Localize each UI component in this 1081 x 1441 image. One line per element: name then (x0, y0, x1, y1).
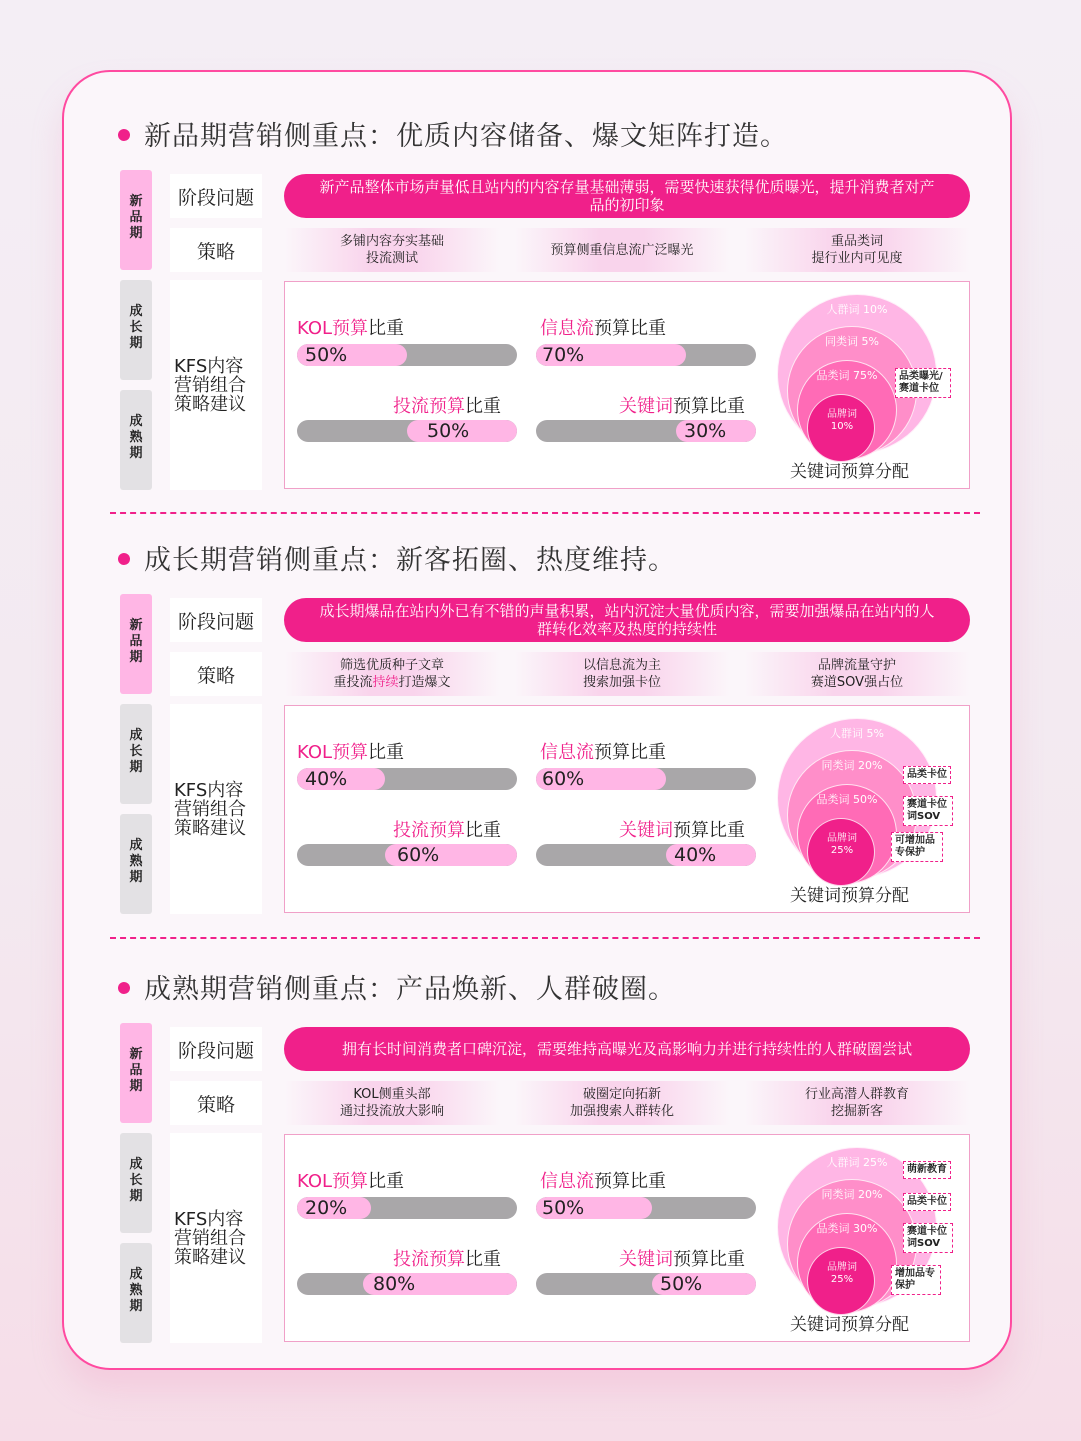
strategy-label: 策略 (170, 1081, 262, 1125)
budget-bar: 60% (297, 844, 517, 866)
problem-text: 新产品整体市场声量低且站内的内容存量基础薄弱，需要快速获得优质曝光，提升消费者对产品的初印象 (284, 174, 970, 218)
stage-mature: 成熟期 (120, 814, 152, 914)
circle-audience: 人群词 25% (777, 1147, 937, 1307)
circle-brand: 品牌词 10% (807, 394, 875, 462)
stage-growth: 成长期 (120, 280, 152, 380)
strategy-item: 行业高潜人群教育 挖掘新客 (744, 1081, 970, 1125)
section-growth (0, 424, 1081, 906)
circle-brand: 品牌词 25% (807, 1247, 875, 1315)
problem-text: 成长期爆品在站内外已有不错的声量积累，站内沉淀大量优质内容，需要加强爆品在站内的人群转化效率及热度的持续性 (284, 598, 970, 642)
circle-category: 品类词 30% (797, 1213, 897, 1313)
strategy-item: 多铺内容夯实基础 投流测试 (284, 228, 500, 272)
keyword-tag: 品类卡位 (903, 1193, 951, 1211)
problem-label: 阶段问题 (170, 1027, 262, 1071)
keyword-tag: 增加品专保护 (891, 1265, 941, 1295)
problem-label: 阶段问题 (170, 598, 262, 642)
budget-bar: 50% (536, 1273, 756, 1295)
strategy-item: 筛选优质种子文章 重投流持续打造爆文 (284, 652, 500, 696)
keyword-caption: 关键词预算分配 (790, 1315, 909, 1335)
budget-bar: 80% (297, 1273, 517, 1295)
problem-label: 阶段问题 (170, 174, 262, 218)
circle-brand: 品牌词 25% (807, 818, 875, 886)
circle-category: 品类词 75% (797, 360, 897, 460)
budget-bar: 50% (297, 344, 517, 366)
stage-new: 新品期 (120, 1023, 152, 1123)
metric-label: 关键词预算比重 (619, 1249, 745, 1270)
stage-growth: 成长期 (120, 704, 152, 804)
keyword-tag: 品类卡位 (903, 766, 951, 784)
circle-similar: 同类词 5% (787, 326, 917, 456)
budget-bar: 50% (297, 420, 517, 442)
bullet-icon (118, 982, 130, 994)
strategy-item: 品牌流量守护 赛道SOV强占位 (744, 652, 970, 696)
strategy-item: 破圈定向拓新 加强搜索人群转化 (514, 1081, 730, 1125)
keyword-caption: 关键词预算分配 (790, 886, 909, 906)
section-new-product (0, 0, 1081, 482)
metric-label: 投流预算比重 (393, 1249, 501, 1270)
keyword-caption: 关键词预算分配 (790, 462, 909, 482)
budget-bar: 30% (536, 420, 756, 442)
budget-panel (284, 1134, 970, 1342)
budget-bar: 60% (536, 768, 756, 790)
metric-label: 信息流预算比重 (540, 318, 666, 339)
budget-bar: 70% (536, 344, 756, 366)
circle-audience: 人群词 5% (777, 718, 937, 878)
circle-similar: 同类词 20% (787, 750, 917, 880)
stage-new: 新品期 (120, 170, 152, 270)
bullet-icon (118, 129, 130, 141)
budget-bar: 40% (536, 844, 756, 866)
strategy-item: 以信息流为主 搜索加强卡位 (514, 652, 730, 696)
metric-label: 信息流预算比重 (540, 1171, 666, 1192)
metric-label: 信息流预算比重 (540, 742, 666, 763)
strategy-item: 重品类词 提行业内可见度 (744, 228, 970, 272)
budget-bar: 50% (536, 1197, 756, 1219)
strategy-label: 策略 (170, 652, 262, 696)
keyword-tag: 赛道卡位词SOV (903, 1223, 953, 1253)
metric-label: 投流预算比重 (393, 396, 501, 417)
strategy-item: 预算侧重信息流广泛曝光 (514, 228, 730, 272)
section-title: 新品期营销侧重点：优质内容储备、爆文矩阵打造。 (118, 114, 788, 153)
circle-audience: 人群词 10% (777, 294, 937, 454)
budget-bar: 40% (297, 768, 517, 790)
metric-label: KOL预算比重 (297, 1171, 405, 1192)
keyword-tag: 萌新教育 (903, 1161, 951, 1179)
section-title: 成熟期营销侧重点：产品焕新、人群破圈。 (118, 967, 676, 1006)
keyword-tag: 品类曝光/赛道卡位 (895, 368, 951, 398)
bullet-icon (118, 553, 130, 565)
keyword-tag: 可增加品专保护 (891, 832, 943, 862)
strategy-item: KOL侧重头部 通过投流放大影响 (284, 1081, 500, 1125)
section-title: 成长期营销侧重点：新客拓圈、热度维持。 (118, 538, 676, 577)
circle-category: 品类词 50% (797, 784, 897, 884)
budget-bar: 20% (297, 1197, 517, 1219)
kfs-label: KFS内容营销组合策略建议 (170, 280, 262, 490)
metric-label: KOL预算比重 (297, 318, 405, 339)
keyword-tag: 赛道卡位词SOV (903, 796, 953, 826)
metric-label: KOL预算比重 (297, 742, 405, 763)
stage-mature: 成熟期 (120, 1243, 152, 1343)
strategy-label: 策略 (170, 228, 262, 272)
stage-mature: 成熟期 (120, 390, 152, 490)
kfs-label: KFS内容营销组合策略建议 (170, 704, 262, 914)
metric-label: 关键词预算比重 (619, 820, 745, 841)
section-mature (0, 853, 1081, 1335)
stage-growth: 成长期 (120, 1133, 152, 1233)
stage-new: 新品期 (120, 594, 152, 694)
circle-similar: 同类词 20% (787, 1179, 917, 1309)
kfs-label: KFS内容营销组合策略建议 (170, 1133, 262, 1343)
metric-label: 投流预算比重 (393, 820, 501, 841)
problem-text: 拥有长时间消费者口碑沉淀，需要维持高曝光及高影响力并进行持续性的人群破圈尝试 (284, 1027, 970, 1071)
keyword-circles (777, 1147, 957, 1317)
metric-label: 关键词预算比重 (619, 396, 745, 417)
